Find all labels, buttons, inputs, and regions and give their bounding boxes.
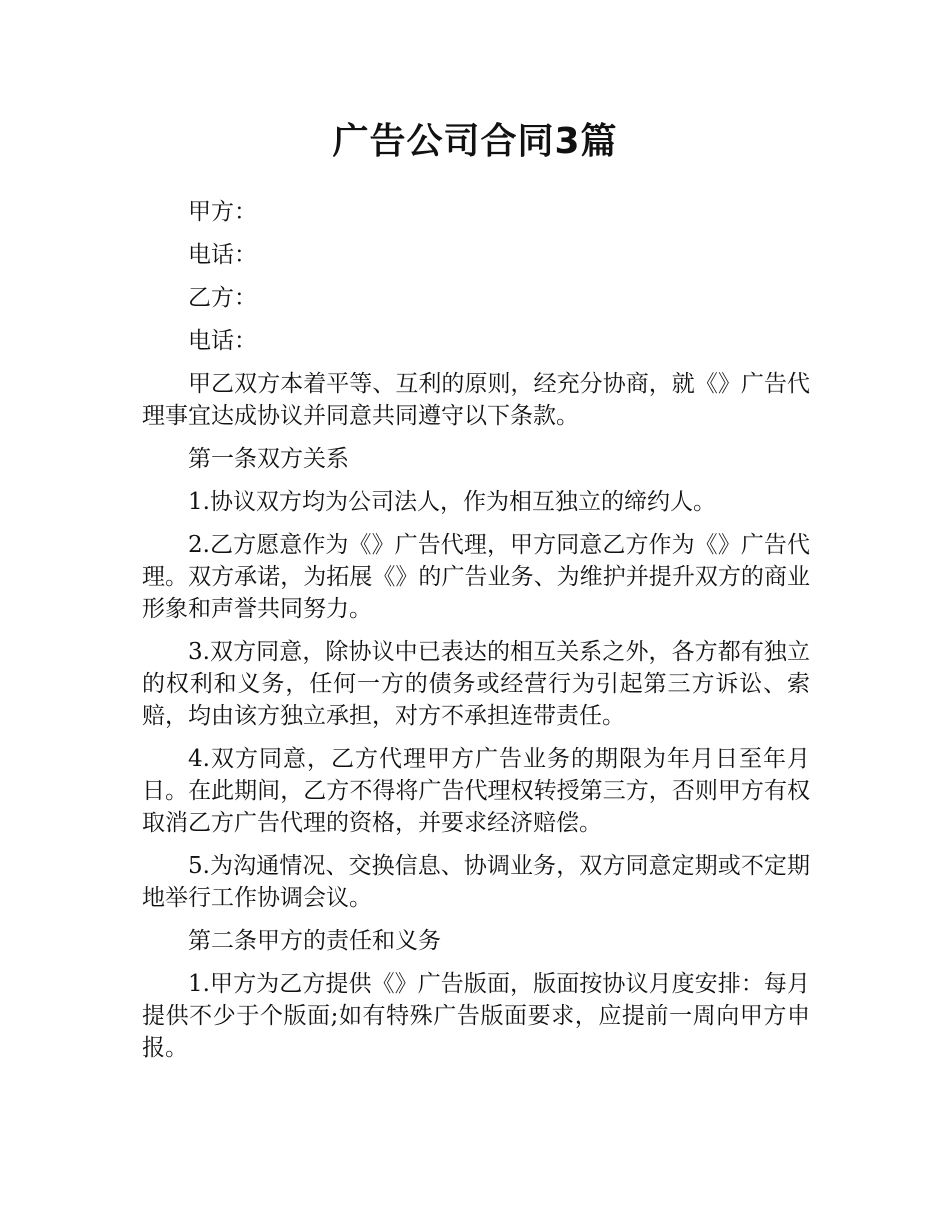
clause-2-1: 1.甲方为乙方提供《》广告版面，版面按协议月度安排：每月提供不少于个版面;如有特殊广告版面要求，应提前一周向甲方申报。	[142, 971, 810, 1061]
section-heading-1: 第一条双方关系	[188, 446, 349, 472]
clause-1-1: 1.协议双方均为公司法人，作为相互独立的缔约人。	[188, 489, 716, 515]
party-a-label: 甲方：	[188, 199, 257, 225]
clause-1-5: 5.为沟通情况、交换信息、协调业务，双方同意定期或不定期地举行工作协调会议。	[142, 853, 810, 911]
preamble-paragraph: 甲乙双方本着平等、互利的原则，经充分协商，就《》广告代理事宜达成协议并同意共同遵守以下条款。	[142, 371, 810, 429]
clause-1-4: 4.双方同意，乙方代理甲方广告业务的期限为年月日至年月日。在此期间，乙方不得将广告代理权转授第三方，否则甲方有权取消乙方广告代理的资格，并要求经济赔偿。	[142, 746, 810, 836]
document-title: 广告公司合同3篇	[332, 121, 618, 162]
party-b-phone-label: 电话：	[188, 328, 257, 354]
document-body	[142, 196, 810, 1075]
party-a-phone-label: 电话：	[188, 242, 257, 268]
party-b-label: 乙方：	[188, 285, 257, 311]
clause-1-3: 3.双方同意，除协议中已表达的相互关系之外，各方都有独立的权利和义务，任何一方的债务或经营行为引起第三方诉讼、索赔，均由该方独立承担，对方不承担连带责任。	[142, 639, 810, 729]
section-heading-2: 第二条甲方的责任和义务	[188, 928, 441, 954]
clause-1-2: 2.乙方愿意作为《》广告代理，甲方同意乙方作为《》广告代理。双方承诺，为拓展《》的广告业务、为维护并提升双方的商业形象和声誉共同努力。	[142, 532, 810, 622]
